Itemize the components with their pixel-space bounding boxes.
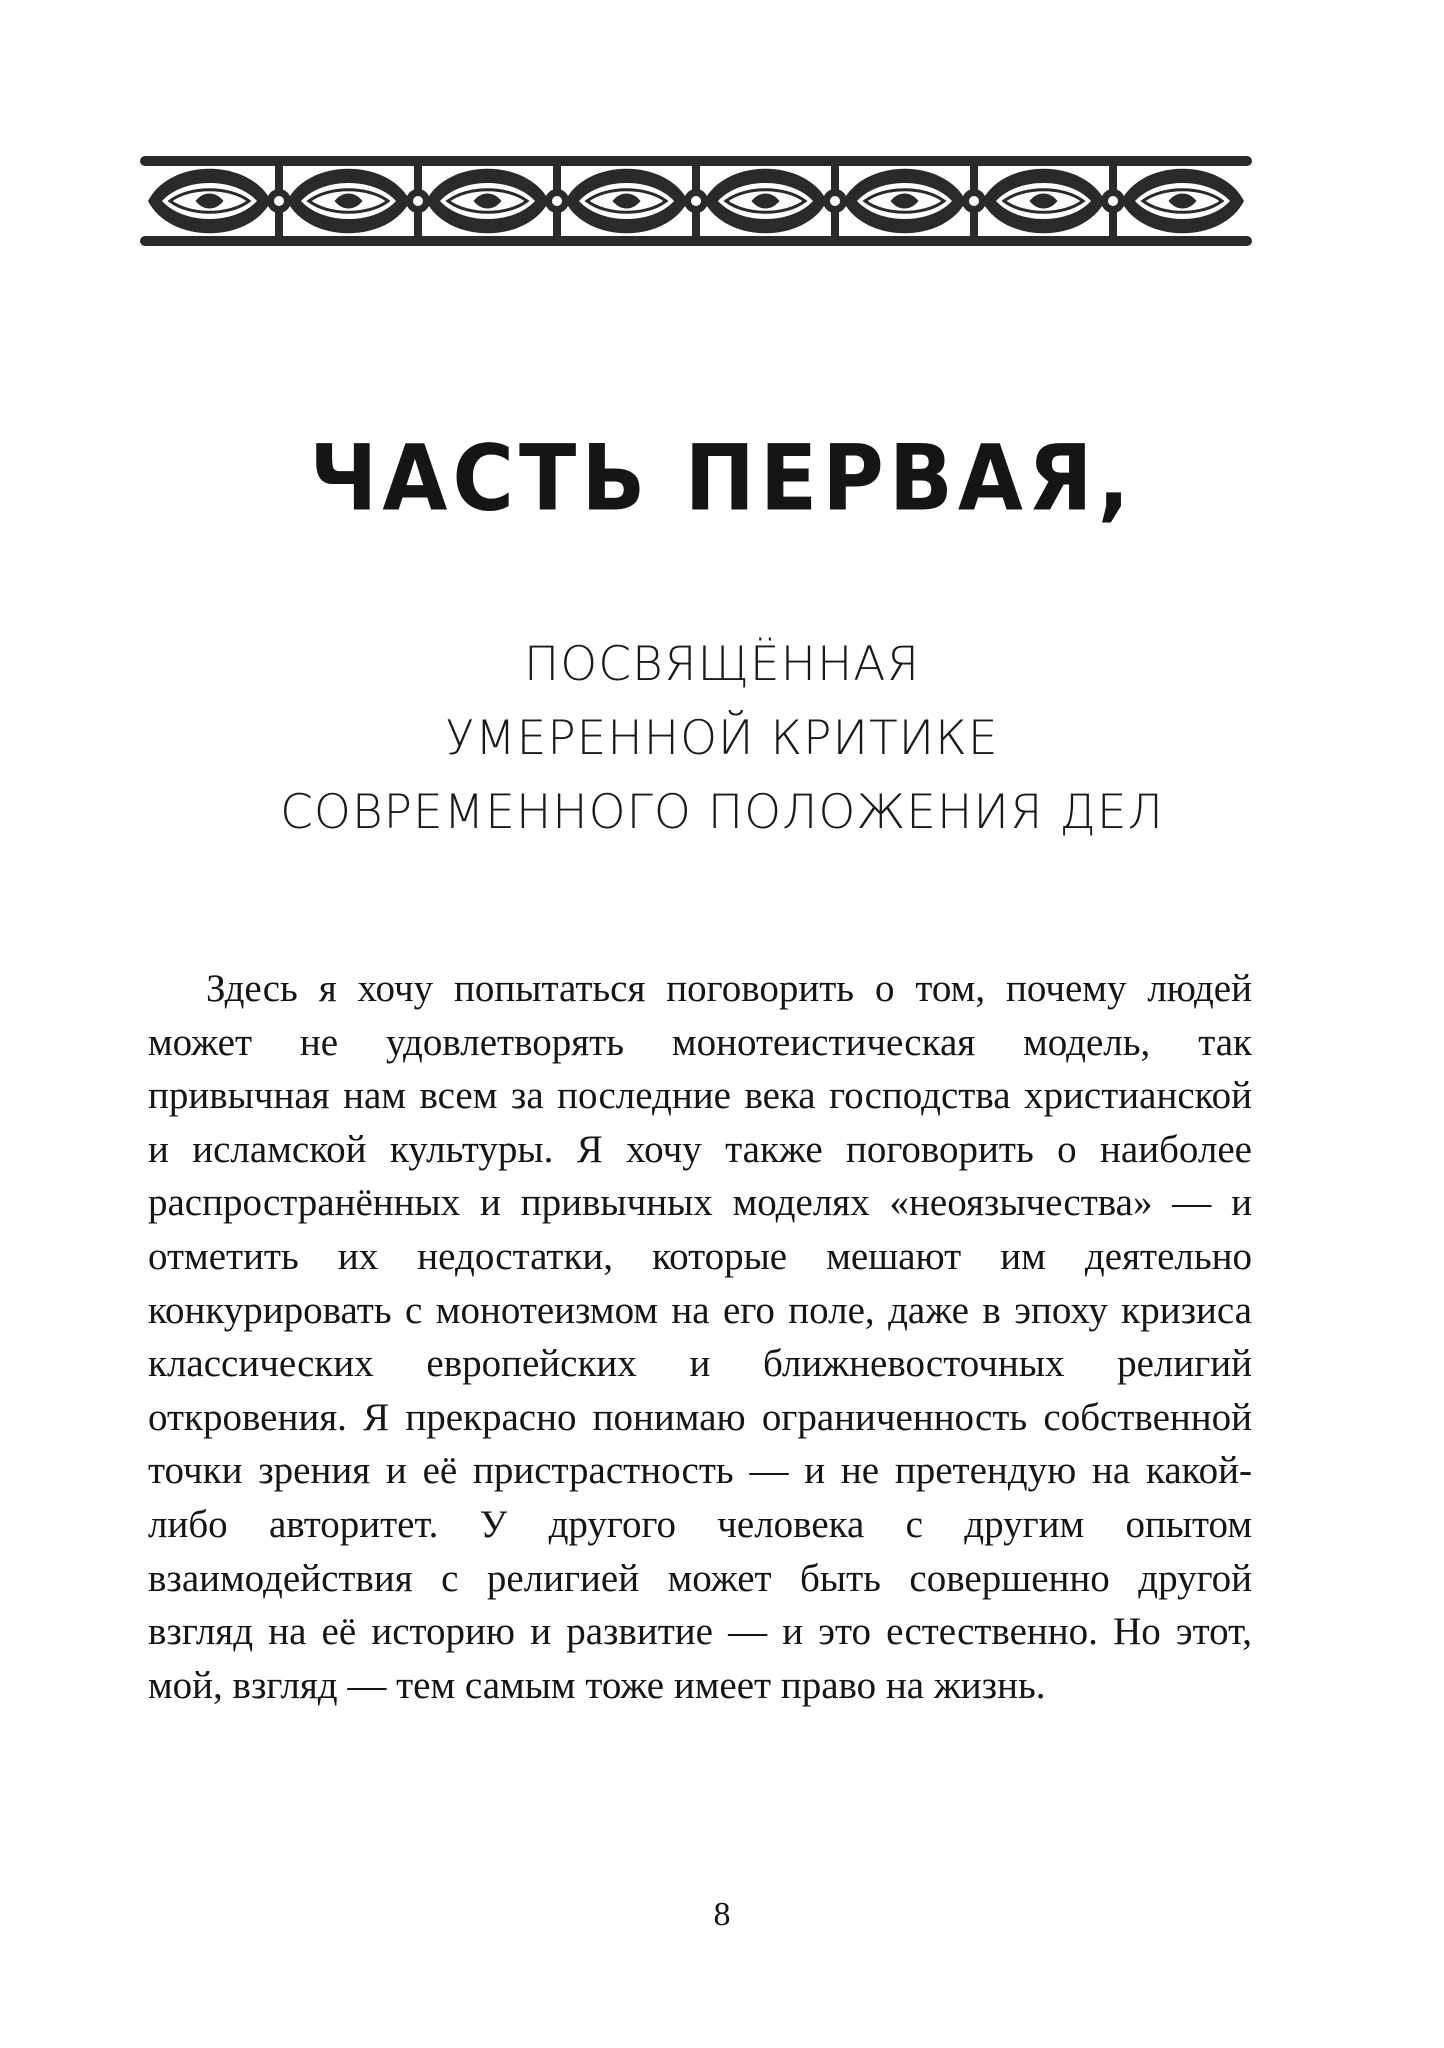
body-paragraph	[148, 962, 1252, 1712]
ornament-stem	[1109, 211, 1117, 238]
subtitle-line: СОВРЕМЕННОГО ПОЛОЖЕНИЯ ДЕЛ	[280, 785, 1164, 840]
ornament-knot-hole	[552, 196, 562, 206]
subtitle-line: УМЕРЕННОЙ КРИТИКЕ	[445, 711, 999, 766]
ornament-stem	[275, 164, 283, 191]
ornament-stem	[1109, 164, 1117, 191]
ornament-stem	[831, 211, 839, 238]
ornament-stem	[414, 211, 422, 238]
ornament-stem	[970, 211, 978, 238]
ornament-stem	[692, 164, 700, 191]
ornament-knot-hole	[969, 196, 979, 206]
chapter-title: ЧАСТЬ ПЕРВАЯ,	[309, 425, 1135, 531]
ornament-stem	[553, 211, 561, 238]
ornament-knot-hole	[274, 196, 284, 206]
ornament-stem	[831, 164, 839, 191]
body-paragraph-text: Здесь я хочу попытаться поговорить о том, почему людей может не удовлетворять монотеистическая модель, так привычная нам всем за последние века господства христианской и исламской культуры. Я хочу также поговорить о наиболее распространённых и привычных моделях «неоязычества» — и отметить их недостатки, которые мешают им деятельно конкурировать с монотеизмом на его поле, даже в эпоху кризиса классических европейских и ближневосточных религий откровения. Я прекрасно понимаю ограниченность собственной точки зрения и её пристрастность — и не претендую на какой-либо авторитет. У другого человека с другим опытом взаимодействия с религией может быть совершенно другой взгляд на её историю и развитие — и это естественно. Но этот, мой, взгляд — тем самым тоже имеет право на жизнь.	[148, 967, 1252, 1707]
ornament-stem	[275, 211, 283, 238]
ornament-stem	[970, 164, 978, 191]
page-number: 8	[713, 1896, 731, 1933]
ornament-stem	[692, 211, 700, 238]
ornament-knot-hole	[830, 196, 840, 206]
ornament-stem	[553, 164, 561, 191]
ornament-stem	[414, 164, 422, 191]
ornament-knot-hole	[413, 196, 423, 206]
subtitle-line: ПОСВЯЩЁННАЯ	[523, 637, 921, 692]
ornament-knot-hole	[691, 196, 701, 206]
ornament-graphic	[140, 154, 1252, 248]
ornamental-border	[140, 154, 1252, 248]
chapter-subtitle	[0, 628, 1444, 850]
ornament-knot-hole	[1108, 196, 1118, 206]
